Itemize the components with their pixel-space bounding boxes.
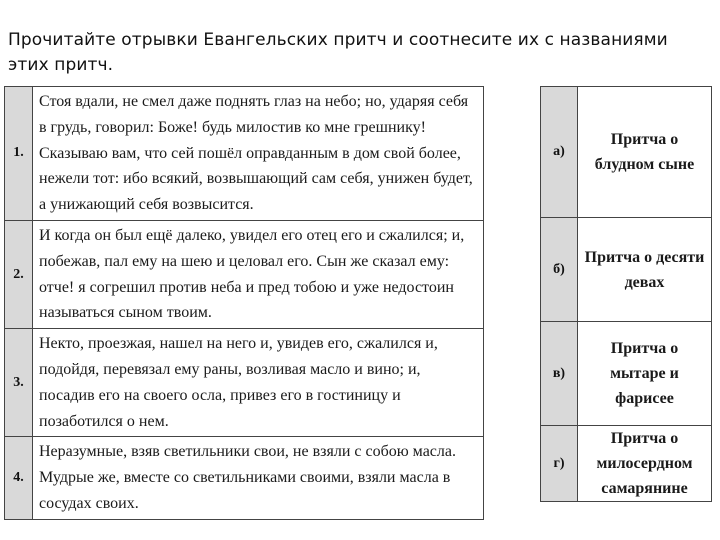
passages-table xyxy=(4,86,484,520)
title-letter: в) xyxy=(541,322,578,426)
title-row xyxy=(541,322,712,426)
passage-text: Стоя вдали, не смел даже поднять глаз на небо; но, ударяя себя в грудь, говорил: Боже! будь милостив ко мне грешнику! Сказываю вам, что сей пошёл оправданным в дом свой более, нежели тот: ибо всякий, возвышающий сам себя, унижен будет, а унижающий себя возвысится. xyxy=(33,87,484,221)
passage-row xyxy=(5,437,484,519)
title-row xyxy=(541,218,712,322)
passage-number: 4. xyxy=(5,437,33,519)
passage-text: Некто, проезжая, нашел на него и, увидев его, сжалился и, подойдя, перевязал ему раны, возливая масло и вино; и, посадив его на своего осла, привез его в гостиницу и позаботился о нем. xyxy=(33,329,484,437)
task-heading: Прочитайте отрывки Евангельских притч и соотнесите их с названиями этих притч. xyxy=(8,30,668,75)
title-letter: б) xyxy=(541,218,578,322)
passage-row xyxy=(5,87,484,221)
title-text: Притча о десяти девах xyxy=(578,218,712,322)
passage-text: И когда он был ещё далеко, увидел его отец его и сжалился; и, побежав, пал ему на шею и целовал его. Сын же сказал ему: отче! я согрешил против неба и пред тобою и уже недостоин называться сыном твоим. xyxy=(33,220,484,328)
passage-number: 2. xyxy=(5,220,33,328)
title-text: Притча о милосердном самарянине xyxy=(578,426,712,502)
passage-number: 3. xyxy=(5,329,33,437)
title-text: Притча о мытаре и фарисее xyxy=(578,322,712,426)
titles-table xyxy=(540,86,712,502)
passage-text: Неразумные, взяв светильники свои, не взяли с собою масла. Мудрые же, вместе со светильниками своими, взяли масла в сосудах своих. xyxy=(33,437,484,519)
passage-row xyxy=(5,220,484,328)
title-letter: а) xyxy=(541,87,578,218)
title-text: Притча о блудном сыне xyxy=(578,87,712,218)
title-row xyxy=(541,426,712,502)
title-letter: г) xyxy=(541,426,578,502)
title-row xyxy=(541,87,712,218)
passage-row xyxy=(5,329,484,437)
passage-number: 1. xyxy=(5,87,33,221)
